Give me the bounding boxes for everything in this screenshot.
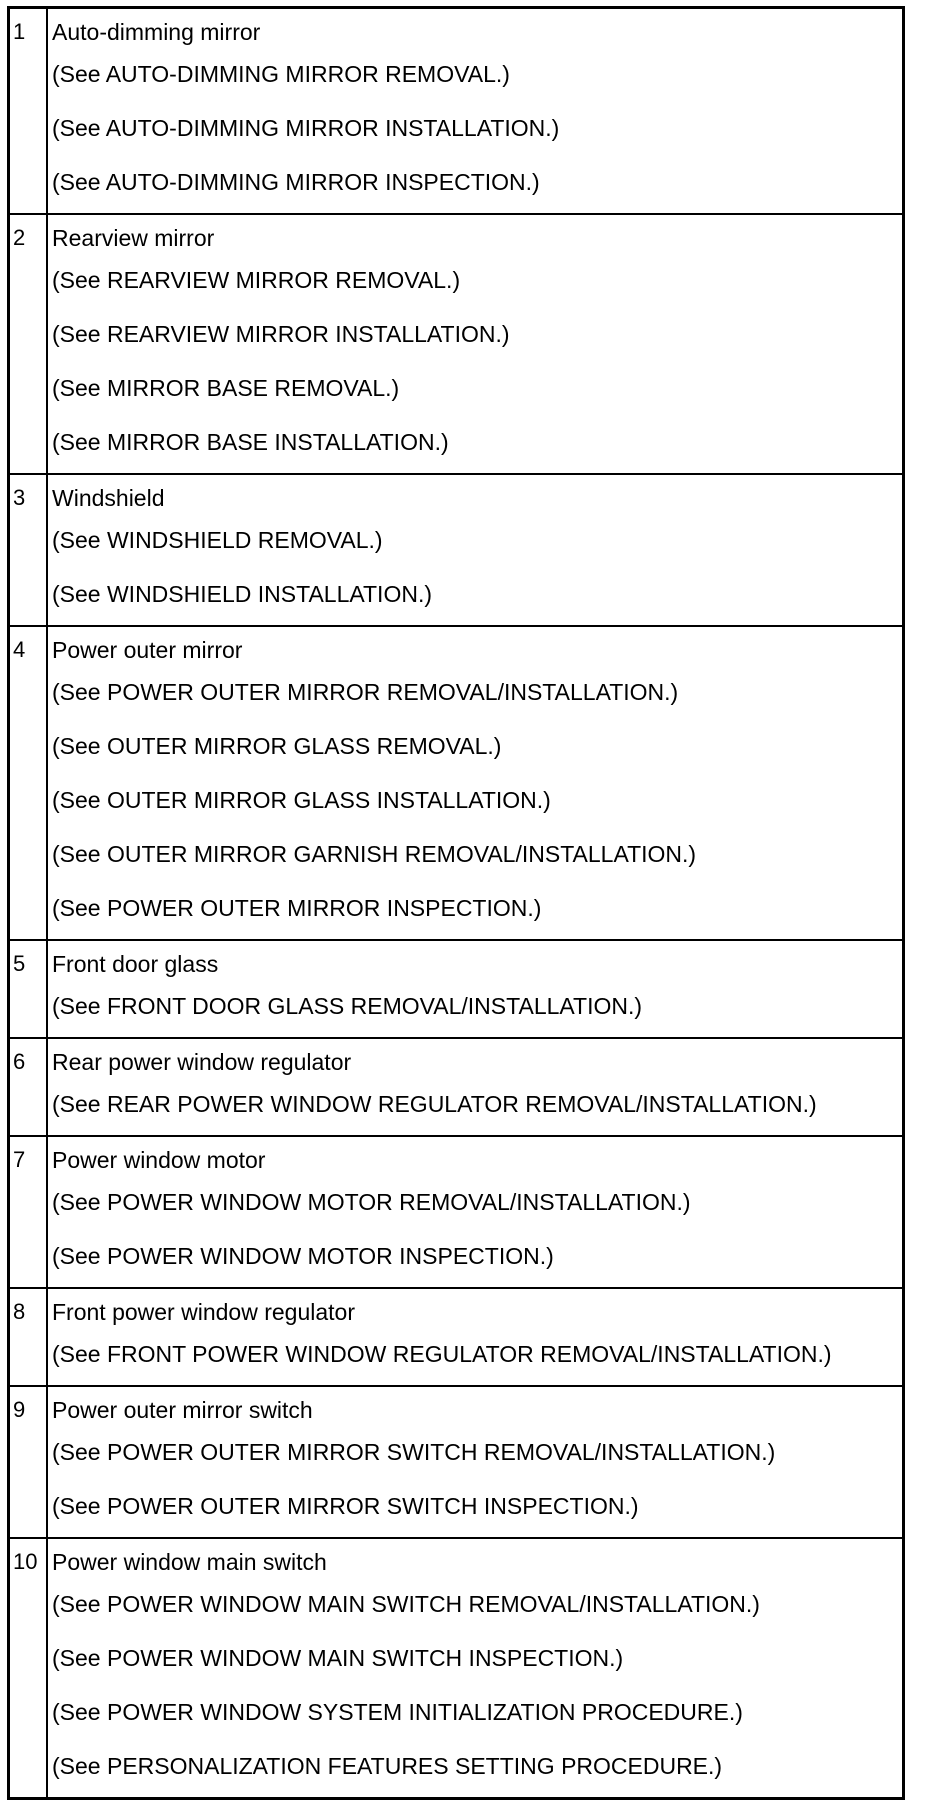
item-number: 5 <box>13 951 26 976</box>
procedure-reference: (See POWER WINDOW MOTOR INSPECTION.) <box>52 1243 554 1269</box>
item-number-cell <box>9 1386 48 1538</box>
procedure-reference: (See REARVIEW MIRROR REMOVAL.) <box>52 267 461 293</box>
component-title: Auto-dimming mirror <box>52 19 261 45</box>
item-content-cell <box>47 474 904 626</box>
component-title: Power outer mirror switch <box>52 1397 313 1423</box>
procedure-reference: (See PERSONALIZATION FEATURES SETTING PROCEDURE.) <box>52 1753 723 1779</box>
component-title: Power outer mirror <box>52 637 243 663</box>
procedure-reference: (See POWER OUTER MIRROR SWITCH REMOVAL/INSTALLATION.) <box>52 1439 776 1465</box>
item-number-cell <box>9 474 48 626</box>
procedure-reference: (See FRONT POWER WINDOW REGULATOR REMOVAL/INSTALLATION.) <box>52 1341 832 1367</box>
table-row <box>9 8 904 215</box>
item-number: 2 <box>13 225 26 250</box>
item-number-cell <box>9 1538 48 1799</box>
procedure-reference: (See FRONT DOOR GLASS REMOVAL/INSTALLATION.) <box>52 993 643 1019</box>
table-row <box>9 1288 904 1386</box>
item-content-cell <box>47 1538 904 1799</box>
table-row <box>9 214 904 474</box>
component-reference-table <box>7 6 905 1800</box>
item-number: 4 <box>13 637 26 662</box>
procedure-reference: (See POWER OUTER MIRROR SWITCH INSPECTION.) <box>52 1493 639 1519</box>
item-number: 3 <box>13 485 26 510</box>
item-content-cell <box>47 8 904 215</box>
procedure-reference: (See OUTER MIRROR GARNISH REMOVAL/INSTALLATION.) <box>52 841 697 867</box>
procedure-reference: (See POWER OUTER MIRROR INSPECTION.) <box>52 895 542 921</box>
table-row <box>9 940 904 1038</box>
table-row <box>9 626 904 940</box>
procedure-reference: (See POWER WINDOW SYSTEM INITIALIZATION PROCEDURE.) <box>52 1699 743 1725</box>
procedure-reference: (See POWER WINDOW MAIN SWITCH REMOVAL/INSTALLATION.) <box>52 1591 760 1617</box>
item-number-cell <box>9 1038 48 1136</box>
item-number: 9 <box>13 1397 26 1422</box>
table-row <box>9 1136 904 1288</box>
procedure-reference: (See AUTO-DIMMING MIRROR REMOVAL.) <box>52 61 510 87</box>
component-title: Rear power window regulator <box>52 1049 352 1075</box>
item-content-cell <box>47 626 904 940</box>
component-title: Power window main switch <box>52 1549 327 1575</box>
procedure-reference: (See POWER WINDOW MOTOR REMOVAL/INSTALLATION.) <box>52 1189 691 1215</box>
procedure-reference: (See MIRROR BASE INSTALLATION.) <box>52 429 449 455</box>
procedure-reference: (See MIRROR BASE REMOVAL.) <box>52 375 400 401</box>
item-number-cell <box>9 940 48 1038</box>
item-number-cell <box>9 8 48 215</box>
item-content-cell <box>47 214 904 474</box>
component-title: Power window motor <box>52 1147 266 1173</box>
item-number: 7 <box>13 1147 26 1172</box>
item-content-cell <box>47 1038 904 1136</box>
table-row <box>9 1538 904 1799</box>
procedure-reference: (See OUTER MIRROR GLASS REMOVAL.) <box>52 733 502 759</box>
item-content-cell <box>47 940 904 1038</box>
item-number-cell <box>9 1288 48 1386</box>
table-row <box>9 1038 904 1136</box>
item-number-cell <box>9 214 48 474</box>
table-row <box>9 1386 904 1538</box>
procedure-reference: (See POWER OUTER MIRROR REMOVAL/INSTALLATION.) <box>52 679 679 705</box>
procedure-reference: (See OUTER MIRROR GLASS INSTALLATION.) <box>52 787 551 813</box>
item-number: 1 <box>13 19 26 44</box>
procedure-reference: (See REAR POWER WINDOW REGULATOR REMOVAL/INSTALLATION.) <box>52 1091 817 1117</box>
procedure-reference: (See AUTO-DIMMING MIRROR INSPECTION.) <box>52 169 540 195</box>
procedure-reference: (See REARVIEW MIRROR INSTALLATION.) <box>52 321 510 347</box>
item-content-cell <box>47 1386 904 1538</box>
item-content-cell <box>47 1136 904 1288</box>
procedure-reference: (See WINDSHIELD REMOVAL.) <box>52 527 383 553</box>
table-row <box>9 474 904 626</box>
item-content-cell <box>47 1288 904 1386</box>
table-body <box>9 8 904 1799</box>
procedure-reference: (See WINDSHIELD INSTALLATION.) <box>52 581 432 607</box>
item-number: 6 <box>13 1049 26 1074</box>
item-number-cell <box>9 626 48 940</box>
procedure-reference: (See POWER WINDOW MAIN SWITCH INSPECTION.) <box>52 1645 624 1671</box>
item-number: 8 <box>13 1299 26 1324</box>
component-title: Front power window regulator <box>52 1299 355 1325</box>
item-number: 10 <box>13 1549 38 1574</box>
component-title: Front door glass <box>52 951 219 977</box>
item-number-cell <box>9 1136 48 1288</box>
procedure-reference: (See AUTO-DIMMING MIRROR INSTALLATION.) <box>52 115 560 141</box>
component-title: Rearview mirror <box>52 225 215 251</box>
component-title: Windshield <box>52 485 165 511</box>
